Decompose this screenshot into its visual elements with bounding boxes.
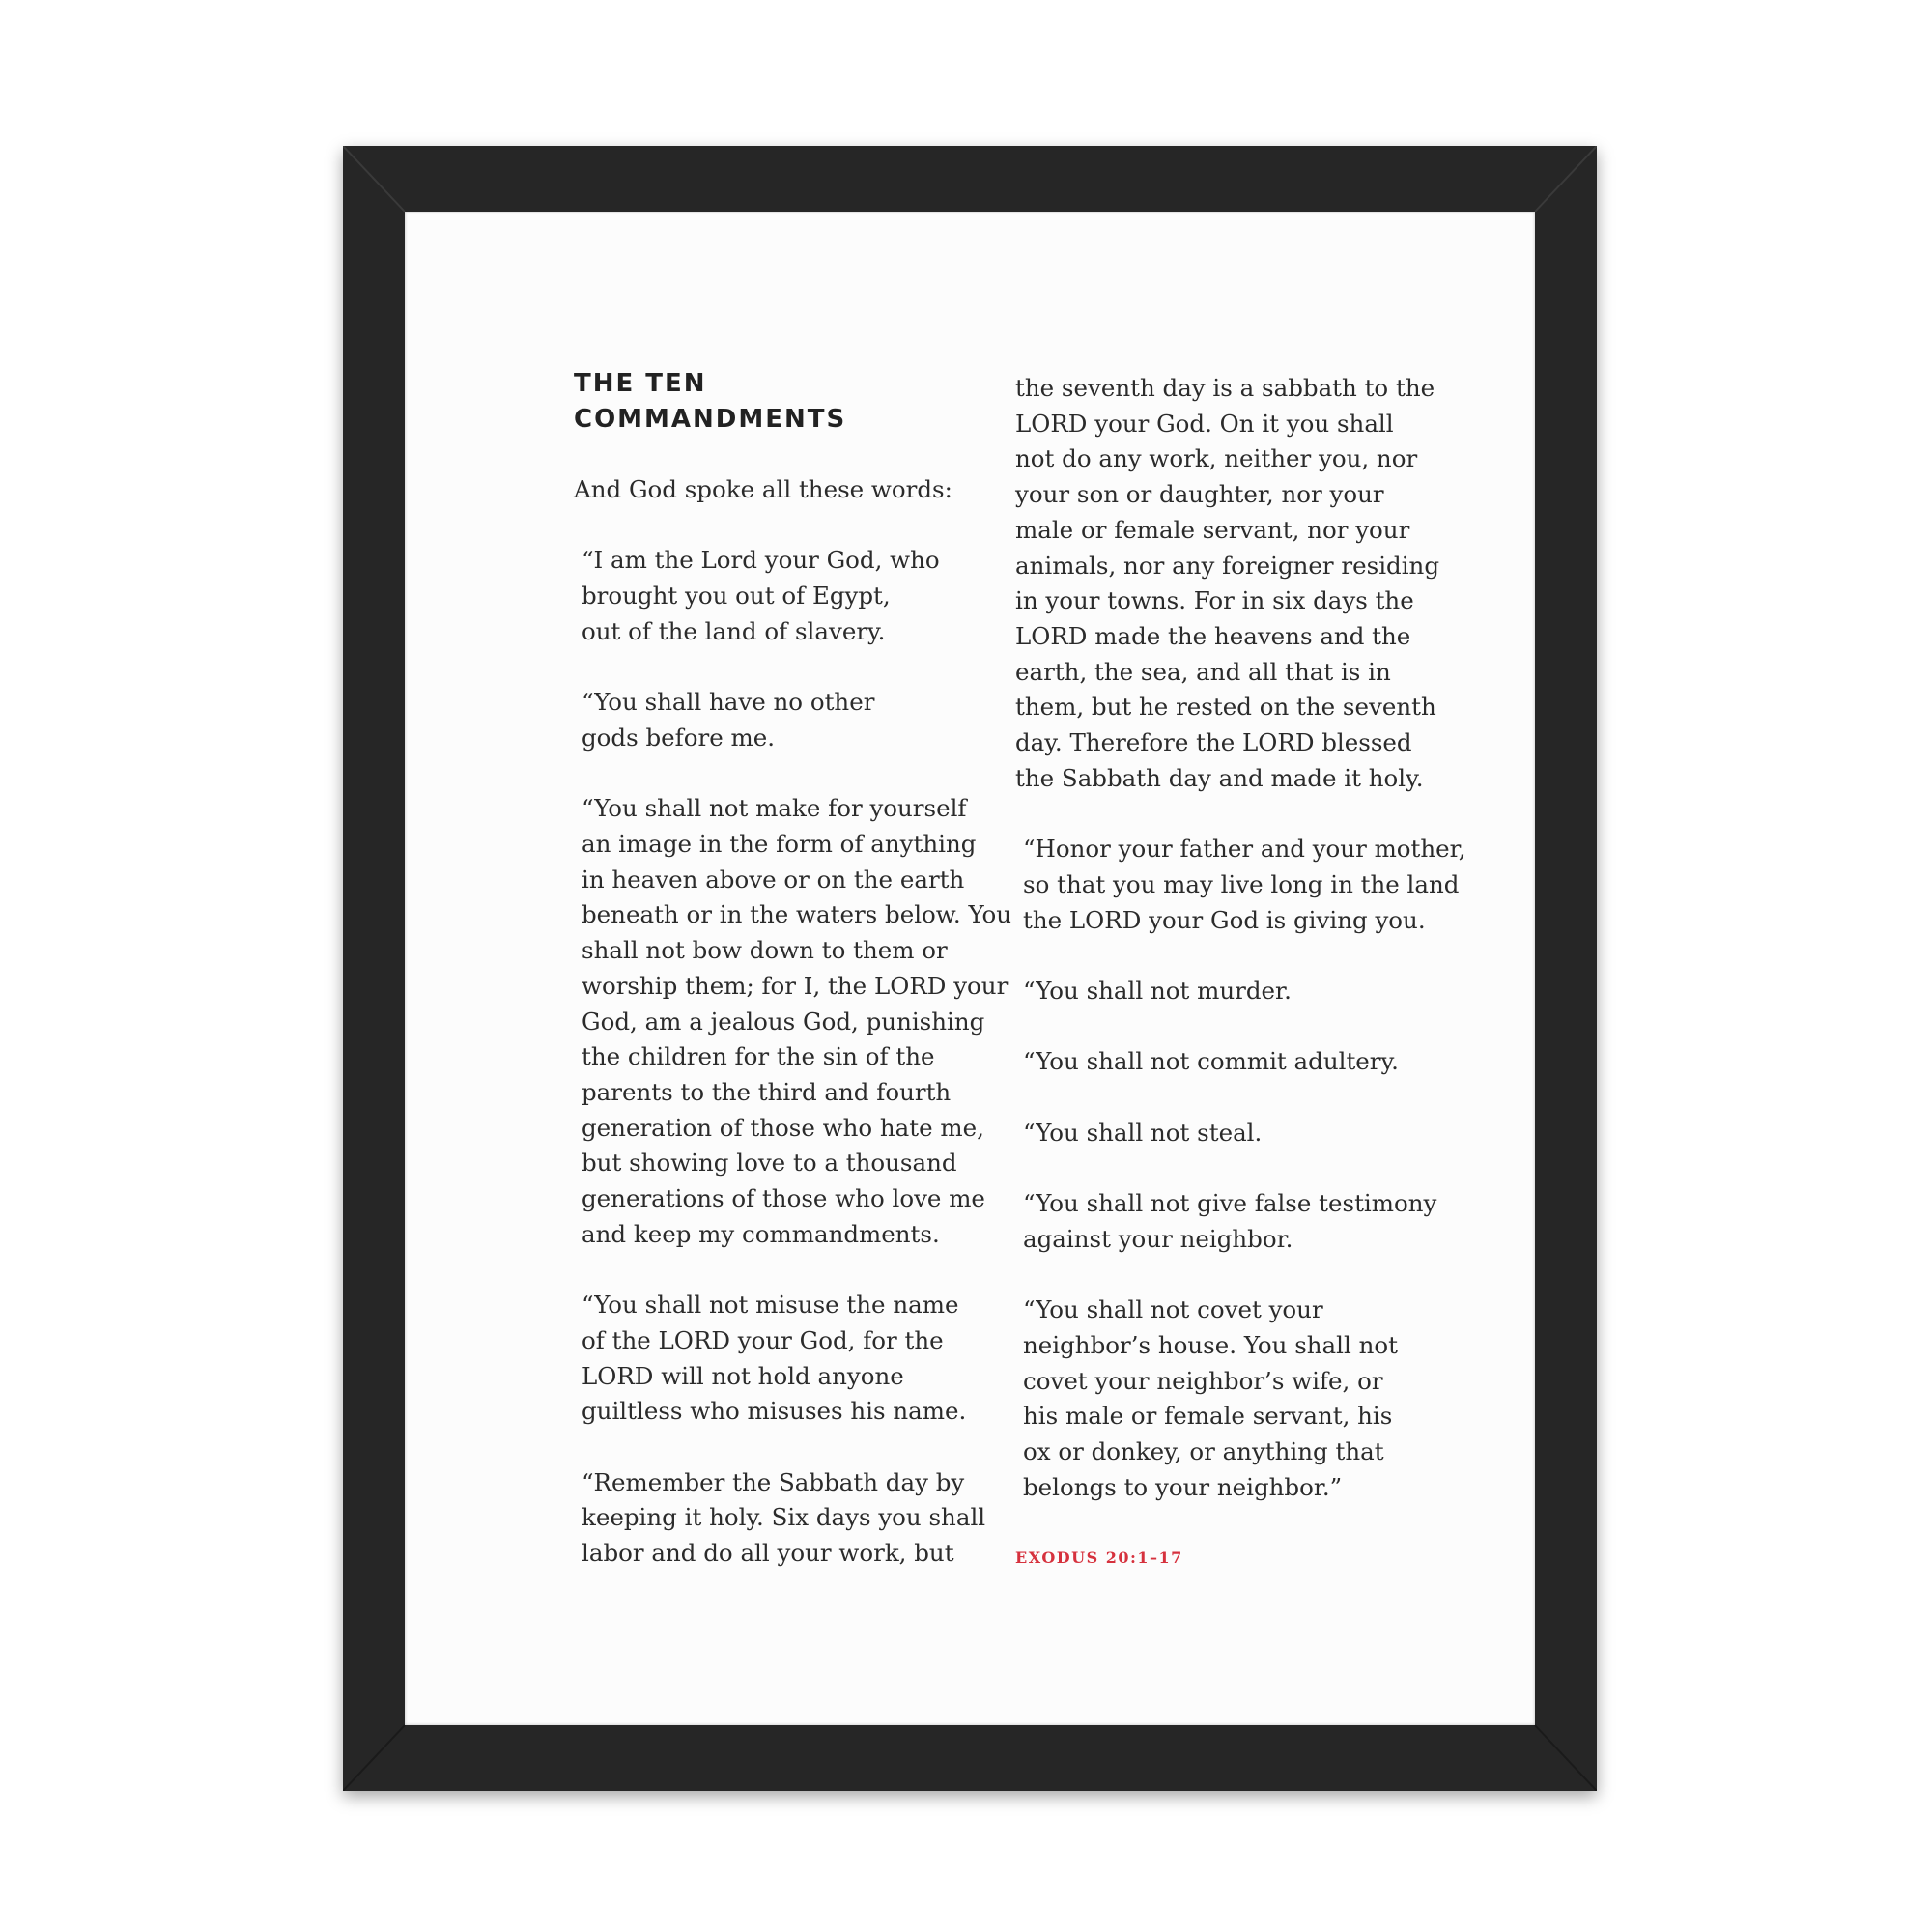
text-line: “You shall not give false testimony (1023, 1189, 1437, 1218)
right-paragraphs (1015, 371, 1466, 1505)
commandment-paragraph (1015, 1044, 1421, 1080)
text-line: “You shall not steal. (1023, 1118, 1263, 1147)
text-line: an image in the form of anything (582, 829, 977, 858)
text-line: guiltless who misuses his name. (582, 1397, 967, 1426)
text-line: covet your neighbor’s wife, or (1023, 1366, 1383, 1395)
text-line: ox or donkey, or anything that (1023, 1437, 1384, 1465)
text-line: “You shall not commit adultery. (1023, 1047, 1399, 1076)
text-line: LORD will not hold anyone (582, 1361, 904, 1390)
text-line: gods before me. (582, 723, 775, 752)
text-line: and keep my commandments. (582, 1219, 940, 1248)
text-line: generations of those who love me (582, 1184, 985, 1213)
text-line: “You shall not make for yourself (582, 794, 967, 823)
text-line: keeping it holy. Six days you shall (582, 1503, 986, 1532)
text-line: your son or daughter, nor your (1015, 480, 1384, 509)
intro-text: And God spoke all these words: (574, 475, 952, 503)
text-line: neighbor’s house. You shall not (1023, 1330, 1398, 1359)
text-line: belongs to your neighbor.” (1023, 1472, 1343, 1501)
text-line: them, but he rested on the seventh (1015, 693, 1436, 722)
text-line: LORD your God. On it you shall (1015, 409, 1394, 438)
commandment-paragraph (574, 791, 1012, 1252)
text-line: parents to the third and fourth (582, 1077, 952, 1106)
text-line: “I am the Lord your God, who (582, 546, 940, 575)
text-line: in your towns. For in six days the (1015, 586, 1414, 615)
commandment-paragraph (1015, 1116, 1421, 1151)
print-title: THE TEN COMMANDMENTS (574, 369, 847, 434)
commandment-paragraph (574, 1288, 980, 1430)
text-line: “You shall not covet your (1023, 1295, 1323, 1324)
text-line: generation of those who hate me, (582, 1113, 984, 1142)
text-line: “Honor your father and your mother, (1023, 835, 1466, 864)
commandment-paragraph (1015, 832, 1466, 938)
text-line: beneath or in the waters below. You (582, 900, 1012, 929)
text-line: male or female servant, nor your (1015, 515, 1410, 544)
text-line: earth, the sea, and all that is in (1015, 657, 1391, 686)
text-line: the children for the sin of the (582, 1042, 935, 1071)
text-line: animals, nor any foreigner residing (1015, 551, 1440, 580)
text-line: day. Therefore the LORD blessed (1015, 728, 1412, 757)
text-line: labor and do all your work, but (582, 1539, 954, 1568)
scripture-reference: EXODUS 20:1–17 (1015, 1548, 1183, 1568)
right-column (1015, 371, 1466, 1577)
text-line: shall not bow down to them or (582, 936, 948, 965)
text-line: the Sabbath day and made it holy. (1015, 763, 1424, 792)
commandment-paragraph (1015, 371, 1440, 796)
text-line: of the LORD your God, for the (582, 1325, 944, 1354)
left-column (574, 366, 1012, 1606)
commandment-paragraph (574, 685, 980, 755)
text-line: the seventh day is a sabbath to the (1015, 374, 1435, 402)
text-line: not do any work, neither you, nor (1015, 444, 1418, 473)
commandment-paragraph (574, 543, 980, 649)
commandment-paragraph (1015, 1293, 1421, 1505)
text-line: “You shall not misuse the name (582, 1291, 959, 1320)
picture-frame (343, 146, 1597, 1791)
text-line: his male or female servant, his (1023, 1402, 1393, 1431)
text-line: worship them; for I, the LORD your (582, 971, 1009, 1000)
text-line: “Remember the Sabbath day by (582, 1467, 965, 1496)
text-line: brought you out of Egypt, (582, 582, 891, 611)
commandment-paragraph (1015, 974, 1421, 1009)
commandment-paragraph (574, 1465, 986, 1572)
text-line: so that you may live long in the land (1023, 869, 1460, 898)
text-line: “You shall have no other (582, 688, 875, 717)
text-line: against your neighbor. (1023, 1224, 1293, 1253)
text-line: the LORD your God is giving you. (1023, 905, 1426, 934)
left-paragraphs (574, 543, 1012, 1571)
print-page (405, 212, 1535, 1725)
text-line: LORD made the heavens and the (1015, 621, 1411, 650)
text-line: in heaven above or on the earth (582, 865, 965, 894)
text-line: God, am a jealous God, punishing (582, 1007, 985, 1036)
text-line: but showing love to a thousand (582, 1149, 957, 1178)
commandment-paragraph (1015, 1186, 1437, 1257)
text-line: “You shall not murder. (1023, 976, 1292, 1005)
text-line: out of the land of slavery. (582, 616, 886, 645)
